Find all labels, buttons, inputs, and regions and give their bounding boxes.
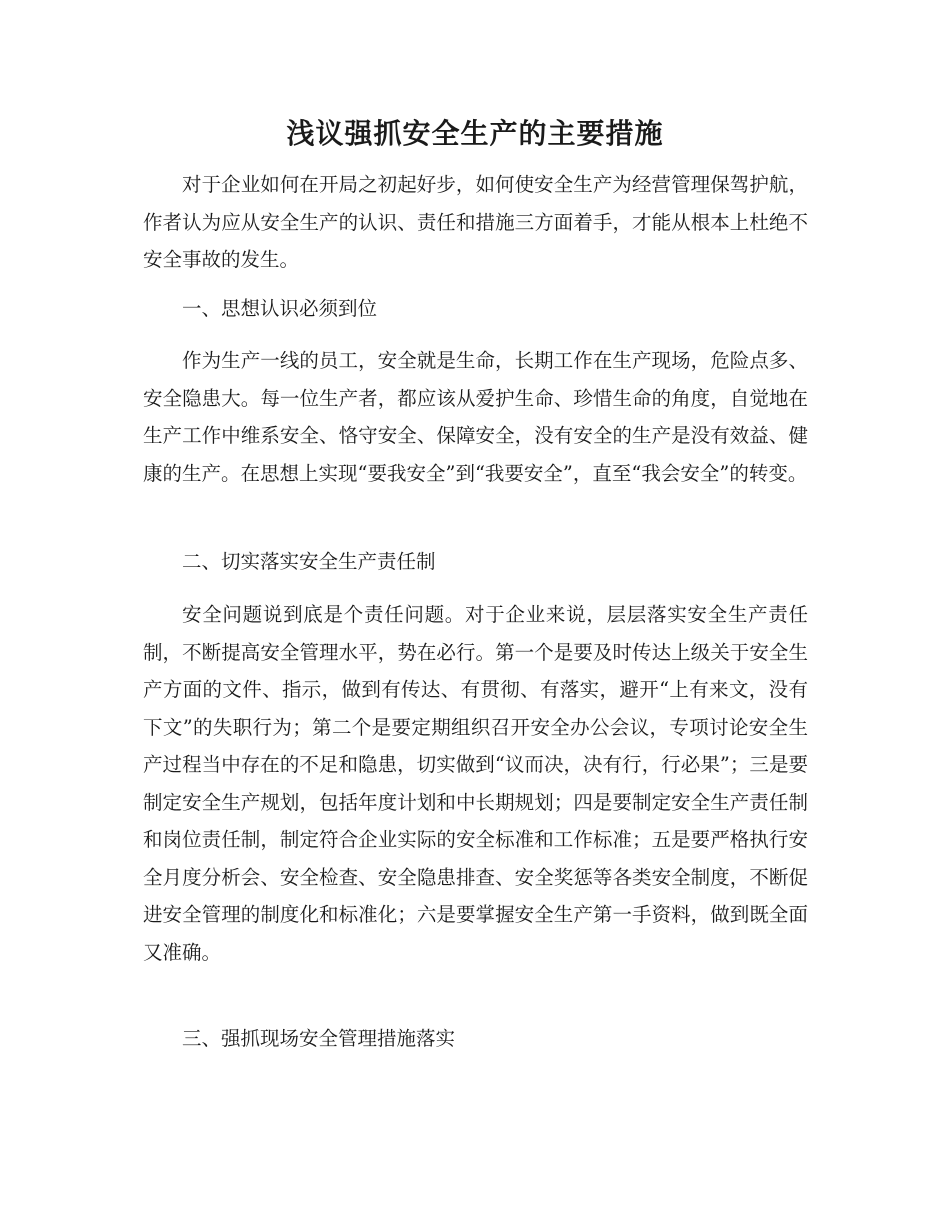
- section-1-heading: 一、思想认识必须到位: [182, 297, 378, 320]
- intro-paragraph: 对于企业如何在开局之初起好步，如何使安全生产为经营管理保驾护航，作者认为应从安全生产的认识、责任和措施三方面着手，才能从根本上杜绝不安全事故的发生。: [143, 173, 808, 271]
- section-3-heading: 三、强抓现场安全管理措施落实: [182, 1027, 456, 1050]
- section-2-paragraph: 安全问题说到底是个责任问题。对于企业来说，层层落实安全生产责任制，不断提高安全管理水平，势在必行。第一个是要及时传达上级关于安全生产方面的文件、指示，做到有传达、有贯彻、有落实，避开“上有来文，没有下文”的失职行为；第二个是要定期组织召开安全办公会议，专项讨论安全生产过程当中存在的不足和隐患，切实做到“议而决，决有行，行必果”；三是要制定安全生产规划，包括年度计划和中长期规划；四是要制定安全生产责任制和岗位责任制，制定符合企业实际的安全标准和工作标准；五是要严格执行安全月度分析会、安全检查、安全隐患排查、安全奖惩等各类安全制度，不断促进安全管理的制度化和标准化；六是要掌握安全生产第一手资料，做到既全面又准确。: [143, 603, 808, 964]
- section-1-paragraph: 作为生产一线的员工，安全就是生命，长期工作在生产现场，危险点多、安全隐患大。每一位生产者，都应该从爱护生命、珍惜生命的角度，自觉地在生产工作中维系安全、恪守安全、保障安全，没有安全的生产是没有效益、健康的生产。在思想上实现“要我安全”到“我要安全”，直至“我会安全”的转变。: [143, 349, 808, 485]
- document-title: 浅议强抓安全生产的主要措施: [286, 117, 664, 150]
- section-2-heading: 二、切实落实安全生产责任制: [182, 550, 436, 573]
